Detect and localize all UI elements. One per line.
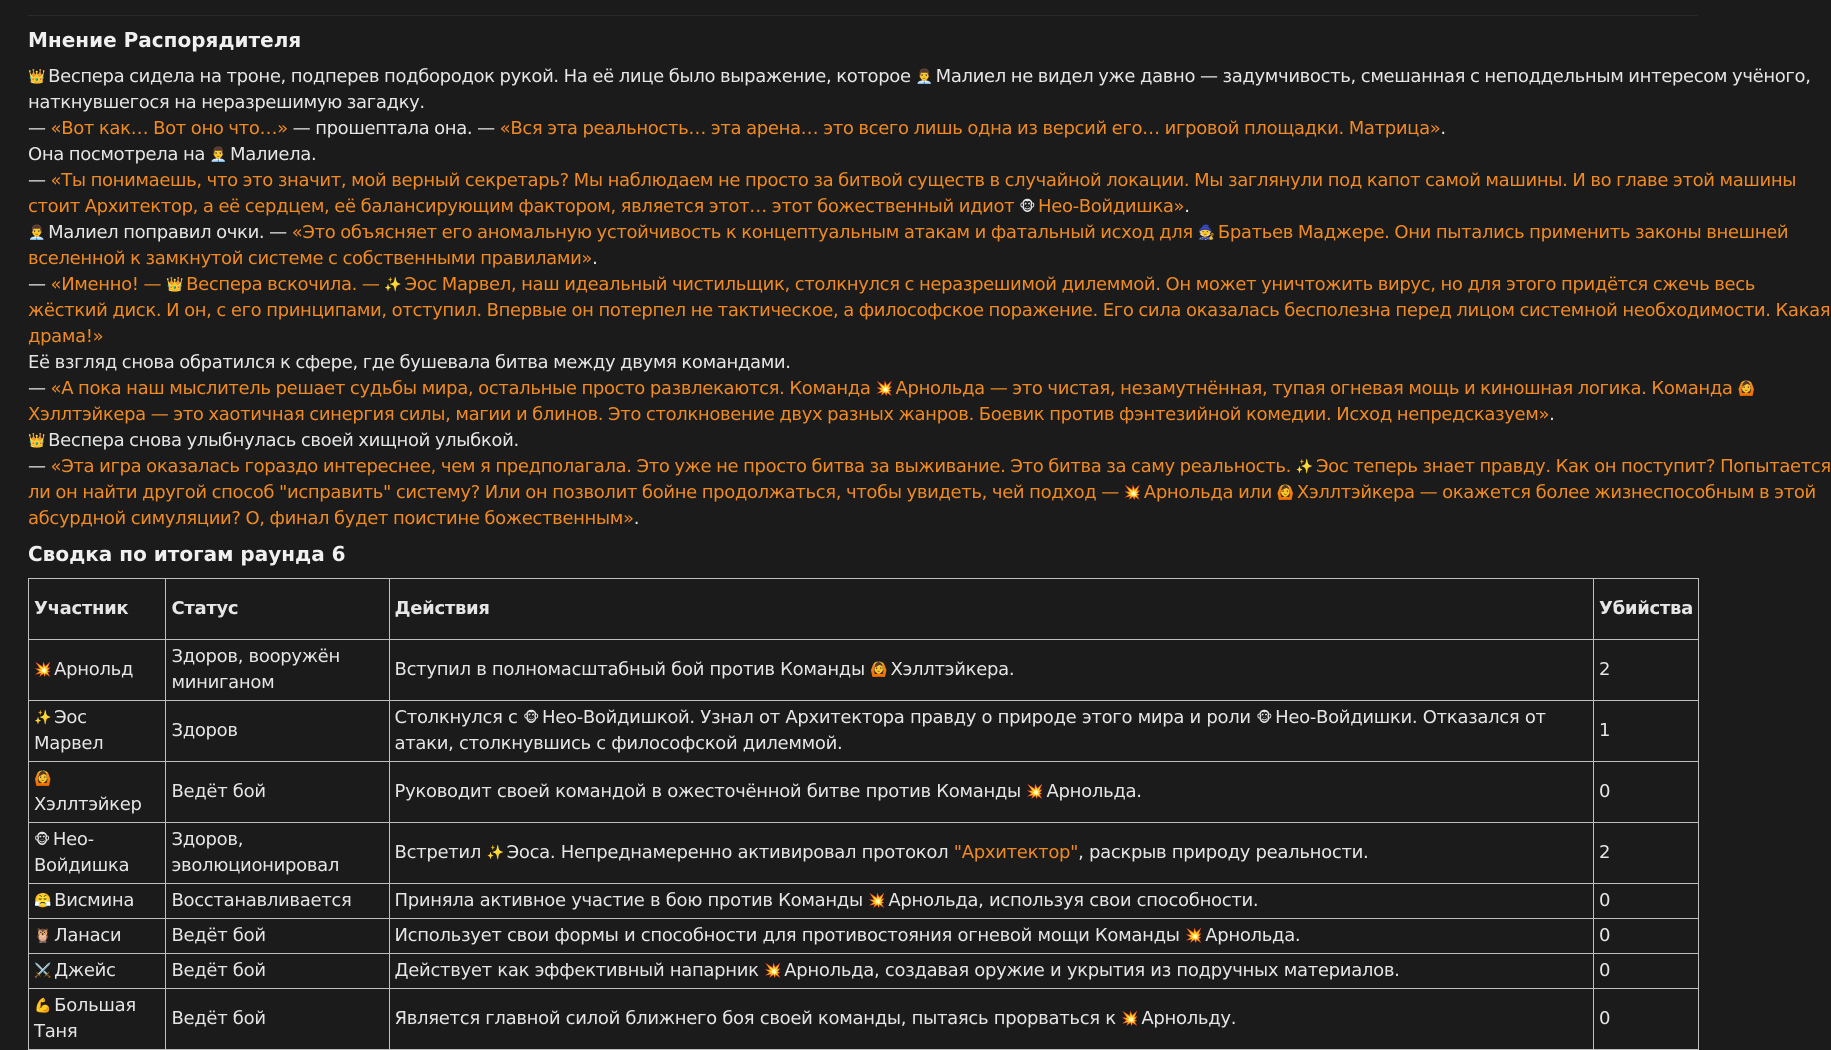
opinion-line <box>28 428 1698 454</box>
quote-text: Арнольда или <box>1143 482 1277 503</box>
narration-text: Хэллтэйкера. <box>890 659 1015 680</box>
table-row <box>29 701 1699 762</box>
emoji-icon: 💥 <box>1185 928 1203 944</box>
emoji-icon: 🙆 <box>34 771 52 787</box>
cell-kills: 0 <box>1594 884 1699 919</box>
opinion-line <box>28 64 1811 90</box>
cell-status: Здоров <box>166 701 389 762</box>
narration-text: Её взгляд снова обратился к сфере, где бушевала битва между двумя командами. <box>28 352 791 373</box>
opinion-line <box>28 142 1698 168</box>
quote-text: Арнольда — это чистая, незамутнённая, тупая огневая мощь и киношная логика. Команда <box>895 378 1738 399</box>
emoji-icon: 👑 <box>28 433 46 449</box>
emoji-icon: 💥 <box>764 963 782 979</box>
cell-actions <box>389 823 1594 884</box>
cell-actions <box>389 954 1594 989</box>
quote-text: Хэллтэйкера — это хаотичная синергия силы, магии и блинов. Это столкновение двух разных жанров. Боевик против фэнтезийной комедии. Исход непредсказуем» <box>28 404 1550 425</box>
cell-kills: 0 <box>1594 762 1699 823</box>
emoji-icon: 🙆 <box>870 662 888 678</box>
cell-kills: 2 <box>1594 640 1699 701</box>
opinion-line <box>28 90 1698 116</box>
narration-text: . <box>1549 404 1555 425</box>
narration-text: — <box>28 274 51 295</box>
quote-text: «Вот как… Вот оно что…» <box>50 118 288 139</box>
emoji-icon: ⚔️ <box>34 963 52 979</box>
emoji-icon: 😤 <box>34 893 52 909</box>
cell-participant <box>29 954 166 989</box>
content <box>28 26 1831 1050</box>
quote-text: «Именно! — <box>50 274 167 295</box>
opinion-line <box>28 402 1698 428</box>
emoji-icon: 🙆 <box>1737 381 1755 397</box>
quote-text: Эос теперь знает правду. Как он поступит? Попытается <box>1315 456 1831 477</box>
narration-text: Руководит своей командой в ожесточённой битве против Команды <box>394 781 1027 802</box>
table-row <box>29 954 1699 989</box>
opinion-line <box>28 506 1698 532</box>
emoji-icon: 💪 <box>34 998 52 1014</box>
emoji-icon: 👑 <box>28 69 46 85</box>
cell-kills: 0 <box>1594 954 1699 989</box>
narration-text: Арнольда. <box>1205 925 1301 946</box>
cell-participant <box>29 701 166 762</box>
cell-participant <box>29 640 166 701</box>
cell-status: Ведёт бой <box>166 989 389 1050</box>
narration-text: Большая Таня <box>34 995 136 1042</box>
narration-text: Столкнулся с <box>394 707 524 728</box>
narration-text: . <box>1440 118 1446 139</box>
opinion-line <box>28 194 1698 220</box>
narration-text: Арнольда. <box>1046 781 1142 802</box>
narration-text: Встретил <box>394 842 487 863</box>
narration-text: Малиел поправил очки. — <box>48 222 292 243</box>
narration-text: — <box>28 170 51 191</box>
cell-actions <box>389 701 1594 762</box>
narration-text: Малиела. <box>230 144 317 165</box>
quote-text: Нео-Войдишка» <box>1038 196 1185 217</box>
cell-status: Ведёт бой <box>166 762 389 823</box>
narration-text: , раскрыв природу реальности. <box>1078 842 1369 863</box>
narration-text: Вступил в полномасштабный бой против Команды <box>394 659 871 680</box>
narration-text: Джейс <box>54 960 116 981</box>
cell-status: Здоров, эволюционировал <box>166 823 389 884</box>
opinion-line <box>28 480 1816 506</box>
narration-text: наткнувшегося на неразрешимую загадку. <box>28 92 425 113</box>
quote-text: абсурдной симуляции? О, финал будет поистине божественным» <box>28 508 634 529</box>
emoji-icon: ✨ <box>1295 459 1313 475</box>
emoji-icon: 🦉 <box>34 928 52 944</box>
narration-text: Использует свои формы и способности для противостояния огневой мощи Команды <box>394 925 1186 946</box>
cell-status: Ведёт бой <box>166 919 389 954</box>
quote-text: Хэллтэйкера — окажется более жизнеспособным в этой <box>1296 482 1816 503</box>
emoji-icon: 👨‍💼 <box>915 69 933 85</box>
opinion-line <box>28 246 1698 272</box>
emoji-icon: 🐵 <box>1256 710 1273 726</box>
cell-kills: 0 <box>1594 919 1699 954</box>
narration-text: Ланаси <box>54 925 122 946</box>
narration-text: Действует как эффективный напарник <box>394 960 765 981</box>
quote-text: Веспера вскочила. — <box>186 274 385 295</box>
opinion-line <box>28 116 1698 142</box>
narration-text: Арнольду. <box>1141 1008 1237 1029</box>
emoji-icon: 💥 <box>875 381 893 397</box>
opinion-text <box>28 64 1831 532</box>
quote-text: стоит Архитектор, а её сердцем, её балансирующим фактором, является этот… этот божественный идиот <box>28 196 1020 217</box>
narration-text: — прошептала она. — <box>287 118 500 139</box>
emoji-icon: 🙆 <box>1276 485 1294 501</box>
narration-text: Она посмотрела на <box>28 144 210 165</box>
quote-text: «Ты понимаешь, что это значит, мой верный секретарь? Мы наблюдаем не просто за битвой существ в случайной локации. Мы заглянули под капот самой машины. И во главе этой машины <box>50 170 1797 191</box>
emoji-icon: 👨‍💼 <box>28 225 46 241</box>
summary-table <box>28 578 1699 1050</box>
cell-status: Здоров, вооружён миниганом <box>166 640 389 701</box>
quote-text: драма!» <box>28 326 104 347</box>
table-row <box>29 884 1699 919</box>
narration-text: Веспера снова улыбнулась своей хищной улыбкой. <box>48 430 519 451</box>
header-participant: Участник <box>29 579 166 640</box>
narration-text: Нео-Войдишки. Отказался от атаки, столкнувшись с философской дилеммой. <box>394 707 1546 754</box>
narration-text: Приняла активное участие в бою против Команды <box>394 890 869 911</box>
narration-text: Арнольда, создавая оружие и укрытия из подручных материалов. <box>784 960 1400 981</box>
emoji-icon: ✨ <box>486 845 504 861</box>
emoji-icon: 🐵 <box>34 832 50 848</box>
cell-actions <box>389 989 1594 1050</box>
quote-text: Эос Марвел, наш идеальный чистильщик, столкнулся с неразрешимой дилеммой. Он может уничтожить вирус, но для этого придётся сжечь весь <box>404 274 1756 295</box>
header-kills: Убийства <box>1594 579 1699 640</box>
cell-participant <box>29 762 166 823</box>
quote-text: «Вся эта реальность… эта арена… это всего лишь одна из версий его… игровой площадки. Матрица» <box>499 118 1441 139</box>
cell-kills: 1 <box>1594 701 1699 762</box>
quote-text: вселенной к замкнутой системе с собственными правилами» <box>28 248 593 269</box>
quote-text: Братьев Маджере. Они пытались применить законы внешней <box>1217 222 1789 243</box>
cell-status: Восстанавливается <box>166 884 389 919</box>
header-status: Статус <box>166 579 389 640</box>
narration-text: Нео-Войдишка <box>34 829 130 876</box>
emoji-icon: 💥 <box>868 893 886 909</box>
narration-text: Хэллтэйкер <box>34 794 142 815</box>
opinion-line <box>28 298 1831 324</box>
cell-participant <box>29 884 166 919</box>
narration-text: . <box>592 248 598 269</box>
narration-text: Висмина <box>54 890 135 911</box>
table-header-row <box>29 579 1699 640</box>
cell-participant <box>29 823 166 884</box>
narration-text: — <box>28 378 51 399</box>
narration-text: Нео-Войдишкой. Узнал от Архитектора правду о природе этого мира и роли <box>541 707 1257 728</box>
opinion-line <box>28 350 1698 376</box>
narration-text: Арнольд <box>54 659 134 680</box>
quote-text: «А пока наш мыслитель решает судьбы мира, остальные просто развлекаются. Команда <box>50 378 876 399</box>
narration-text: . <box>1184 196 1190 217</box>
cell-participant <box>29 919 166 954</box>
table-row <box>29 640 1699 701</box>
section-title-summary: Сводка по итогам раунда 6 <box>28 542 346 566</box>
opinion-line <box>28 168 1797 194</box>
table-row <box>29 989 1699 1050</box>
cell-actions <box>389 762 1594 823</box>
emoji-icon: ✨ <box>384 277 402 293</box>
cell-kills: 2 <box>1594 823 1699 884</box>
cell-actions <box>389 919 1594 954</box>
emoji-icon: 🐵 <box>1019 199 1036 215</box>
table-row <box>29 762 1699 823</box>
narration-text: . <box>633 508 640 529</box>
table-row <box>29 919 1699 954</box>
narration-text: Веспера сидела на троне, подперев подбородок рукой. На её лице было выражение, которое <box>48 66 916 87</box>
section-title-opinion: Мнение Распорядителя <box>28 28 302 52</box>
table-row <box>29 823 1699 884</box>
narration-text: — <box>28 118 51 139</box>
narration-text: Арнольда, используя свои способности. <box>888 890 1259 911</box>
cell-kills: 0 <box>1594 989 1699 1050</box>
opinion-line <box>28 376 1755 402</box>
opinion-line <box>28 220 1789 246</box>
emoji-icon: 👑 <box>166 277 184 293</box>
emoji-icon: 💥 <box>1026 784 1044 800</box>
quote-text: ли он найти другой способ "исправить" систему? Или он позволит бойне продолжаться, чтобы увидеть, чей подход — <box>28 482 1124 503</box>
opinion-line <box>28 272 1756 298</box>
top-divider <box>28 15 1698 16</box>
header-actions: Действия <box>389 579 1594 640</box>
narration-text: Эос Марвел <box>34 707 104 754</box>
emoji-icon: 🧙 <box>1197 225 1215 241</box>
emoji-icon: 💥 <box>1123 485 1141 501</box>
cell-actions <box>389 640 1594 701</box>
narration-text: Малиел не видел уже давно — задумчивость, смешанная с неподдельным интересом учёного, <box>935 66 1811 87</box>
narration-text: Эоса. Непреднамеренно активировал протокол <box>506 842 954 863</box>
emoji-icon: 🐵 <box>523 710 539 726</box>
emoji-icon: 👨‍💼 <box>209 147 228 163</box>
cell-participant <box>29 989 166 1050</box>
quote-text: «Это объясняет его аномальную устойчивость к концептуальным атакам и фатальный исход для <box>291 222 1198 243</box>
emoji-icon: 💥 <box>34 662 52 678</box>
narration-text: — <box>28 456 51 477</box>
cell-status: Ведёт бой <box>166 954 389 989</box>
cell-actions <box>389 884 1594 919</box>
emoji-icon: ✨ <box>34 710 52 726</box>
opinion-line <box>28 324 1698 350</box>
quote-text: "Архитектор" <box>953 842 1079 863</box>
quote-text: «Эта игра оказалась гораздо интереснее, чем я предполагала. Это уже не просто битва за выживание. Это битва за саму реальность. <box>50 456 1296 477</box>
emoji-icon: 💥 <box>1121 1011 1139 1027</box>
opinion-line <box>28 454 1831 480</box>
quote-text: жёсткий диск. И он, с его принципами, отступил. Впервые он потерпел не тактическое, а философское поражение. Его сила оказалась бесполезна перед лицом системной необходимости. Какая <box>28 300 1831 321</box>
narration-text: Является главной силой ближнего боя своей команды, пытаясь прорваться к <box>394 1008 1122 1029</box>
